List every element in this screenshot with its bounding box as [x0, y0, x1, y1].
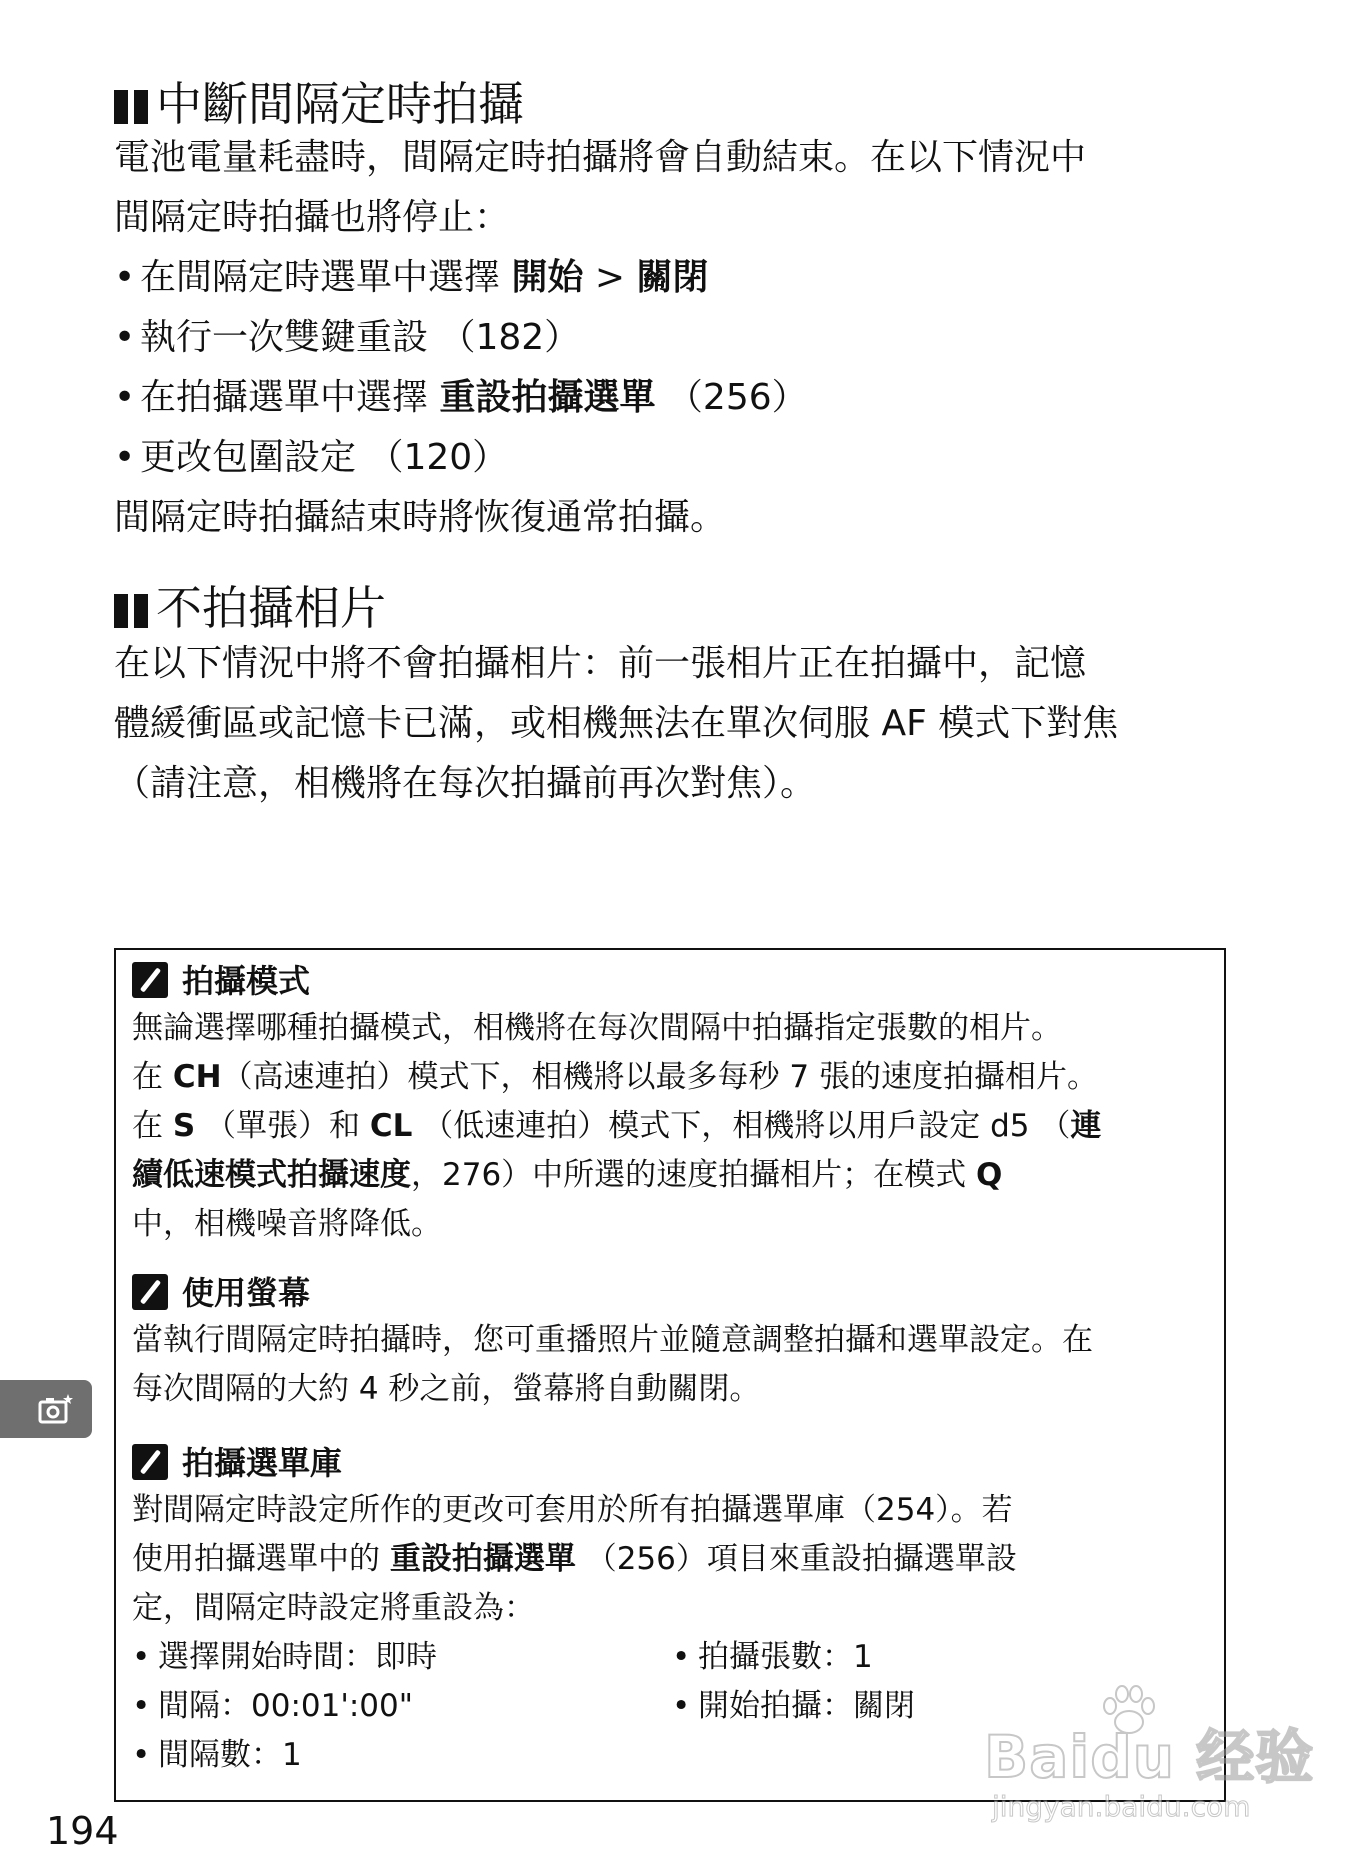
notes-box [114, 948, 1226, 1802]
list-item: • 拍攝張數：1 [672, 1639, 873, 1675]
section-marker-icon [114, 594, 148, 628]
note-line: 在 CH（高速連拍）模式下，相機將以最多每秒 7 張的速度拍攝相片。 [132, 1059, 1098, 1095]
pencil-icon [132, 962, 168, 998]
note-line: 續低速模式拍攝速度，276）中所選的速度拍攝相片；在模式 Q [132, 1157, 1003, 1193]
body-line-3: （請注意，相機將在每次拍攝前再次對焦）。 [114, 763, 817, 804]
note-line: 每次間隔的大約 4 秒之前，螢幕將自動關閉。 [132, 1371, 761, 1407]
list-item: • 在間隔定時選單中選擇 開始 > 關閉 [114, 257, 709, 298]
note-title: 拍攝模式 [132, 958, 1212, 1004]
note-title: 使用螢幕 [132, 1270, 1212, 1316]
section1-body [114, 128, 1254, 548]
note-line: 對間隔定時設定所作的更改可套用於所有拍攝選單庫（254）。若 [132, 1492, 1013, 1528]
list-item: • 在拍攝選單中選擇 重設拍攝選單 （256） [114, 377, 808, 418]
body-line-2: 體緩衝區或記憶卡已滿，或相機無法在單次伺服 AF 模式下對焦 [114, 703, 1119, 744]
list-item: • 執行一次雙鍵重設 （182） [114, 317, 581, 358]
intro-line-2: 間隔定時拍攝也將停止： [114, 197, 511, 238]
pencil-icon [132, 1274, 168, 1310]
list-item: • 間隔：00:01':00" [132, 1688, 414, 1724]
note-shooting-mode [132, 958, 1212, 1249]
note-line: 在 S （單張）和 CL （低速連拍）模式下，相機將以用戶設定 d5 （連 [132, 1108, 1102, 1144]
note-line: 定，間隔定時設定將重設為： [132, 1590, 535, 1626]
note-title: 拍攝選單庫 [132, 1440, 1212, 1486]
watermark-url: jingyan.baidu.com [992, 1790, 1251, 1823]
watermark-logo-text: Baidu 经验 [984, 1723, 1315, 1791]
section2-body [114, 634, 1254, 814]
page-number: 194 [46, 1809, 119, 1853]
list-item: • 間隔數：1 [132, 1737, 302, 1773]
list-item: • 開始拍攝：關閉 [672, 1688, 915, 1724]
camera-icon [38, 1392, 74, 1426]
intro-line-1: 電池電量耗盡時，間隔定時拍攝將會自動結束。在以下情況中 [114, 137, 1087, 178]
baidu-watermark [984, 1680, 1314, 1840]
stop-conditions-list [114, 248, 1254, 488]
section-heading-no-photos: 不拍攝相片 [114, 580, 386, 636]
list-item: • 更改包圍設定 （120） [114, 437, 509, 478]
body-line-1: 在以下情況中將不會拍攝相片：前一張相片正在拍攝中，記憶 [114, 643, 1087, 684]
closing-line: 間隔定時拍攝結束時將恢復通常拍攝。 [114, 497, 727, 538]
note-line: 無論選擇哪種拍攝模式，相機將在每次間隔中拍攝指定張數的相片。 [132, 1010, 1062, 1046]
section-marker-icon [114, 90, 148, 124]
chapter-tab [0, 1380, 92, 1438]
section-heading-interrupt: 中斷間隔定時拍攝 [114, 76, 524, 132]
note-monitor [132, 1270, 1212, 1414]
list-item: • 選擇開始時間：即時 [132, 1639, 437, 1675]
note-line: 使用拍攝選單中的 重設拍攝選單 （256）項目來重設拍攝選單設 [132, 1541, 1017, 1577]
pencil-icon [132, 1444, 168, 1480]
note-line: 中，相機噪音將降低。 [132, 1206, 442, 1242]
note-line: 當執行間隔定時拍攝時，您可重播照片並隨意調整拍攝和選單設定。在 [132, 1322, 1093, 1358]
